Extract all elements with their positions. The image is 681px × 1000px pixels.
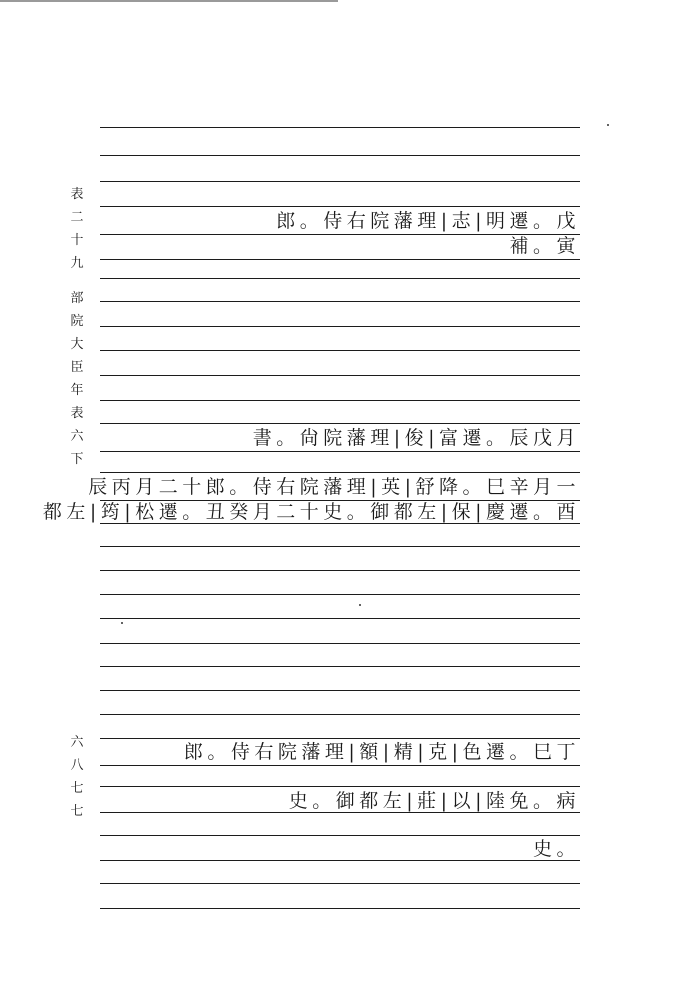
rule-line xyxy=(100,259,580,260)
entry-row: 郎。侍右院藩理|志|明遷。戊 xyxy=(276,210,580,232)
rule-line xyxy=(100,812,580,813)
rule-line xyxy=(100,860,580,861)
rule-line xyxy=(100,594,580,595)
rule-line xyxy=(100,278,580,279)
rule-line xyxy=(100,570,580,571)
rule-line xyxy=(100,666,580,667)
rule-line xyxy=(100,883,580,884)
top-edge-line xyxy=(0,0,338,2)
rule-line xyxy=(100,423,580,424)
entry-row: 書。尙院藩理|俊|富遷。辰戊月 xyxy=(252,427,580,449)
rule-line xyxy=(100,350,580,351)
rule-line xyxy=(100,643,580,644)
rule-line xyxy=(100,375,580,376)
rule-line xyxy=(100,234,580,235)
margin-title-lower: 部 院 大 臣 年 表 六 下 xyxy=(70,291,84,467)
rule-line xyxy=(100,400,580,401)
rule-line xyxy=(100,690,580,691)
rule-line xyxy=(100,786,580,787)
rule-line xyxy=(100,523,580,524)
entry-row: 郎。侍右院藩理|額|精|克|色遷。巳丁 xyxy=(183,741,580,763)
rule-line xyxy=(100,546,580,547)
rule-line xyxy=(100,181,580,182)
rule-line xyxy=(100,908,580,909)
rule-line xyxy=(100,155,580,156)
rule-line xyxy=(100,451,580,452)
rule-line xyxy=(100,738,580,739)
rule-line xyxy=(100,765,580,766)
entry-row: 補。寅 xyxy=(509,235,580,257)
entry-row: 都左|筠|松遷。丑癸月二十史。御都左|保|慶遷。酉 xyxy=(42,501,580,523)
margin-title-upper: 表 二 十 九 xyxy=(70,187,84,271)
rule-line xyxy=(100,618,580,619)
rule-line xyxy=(100,835,580,836)
rule-line xyxy=(100,206,580,207)
rule-line xyxy=(100,301,580,302)
rule-line xyxy=(100,326,580,327)
scan-speck xyxy=(121,622,123,624)
entry-row: 史。 xyxy=(532,838,580,860)
scan-speck xyxy=(359,604,361,606)
rule-line xyxy=(100,472,580,473)
entry-row: 史。御都左|莊|以|陸免。病 xyxy=(288,790,580,812)
entry-row: 辰丙月二十郎。侍右院藩理|英|舒降。巳辛月一 xyxy=(88,476,580,498)
rule-line xyxy=(100,714,580,715)
margin-page-number: 六 八 七 七 xyxy=(70,735,84,819)
scan-speck xyxy=(607,124,609,126)
rule-line xyxy=(100,127,580,128)
